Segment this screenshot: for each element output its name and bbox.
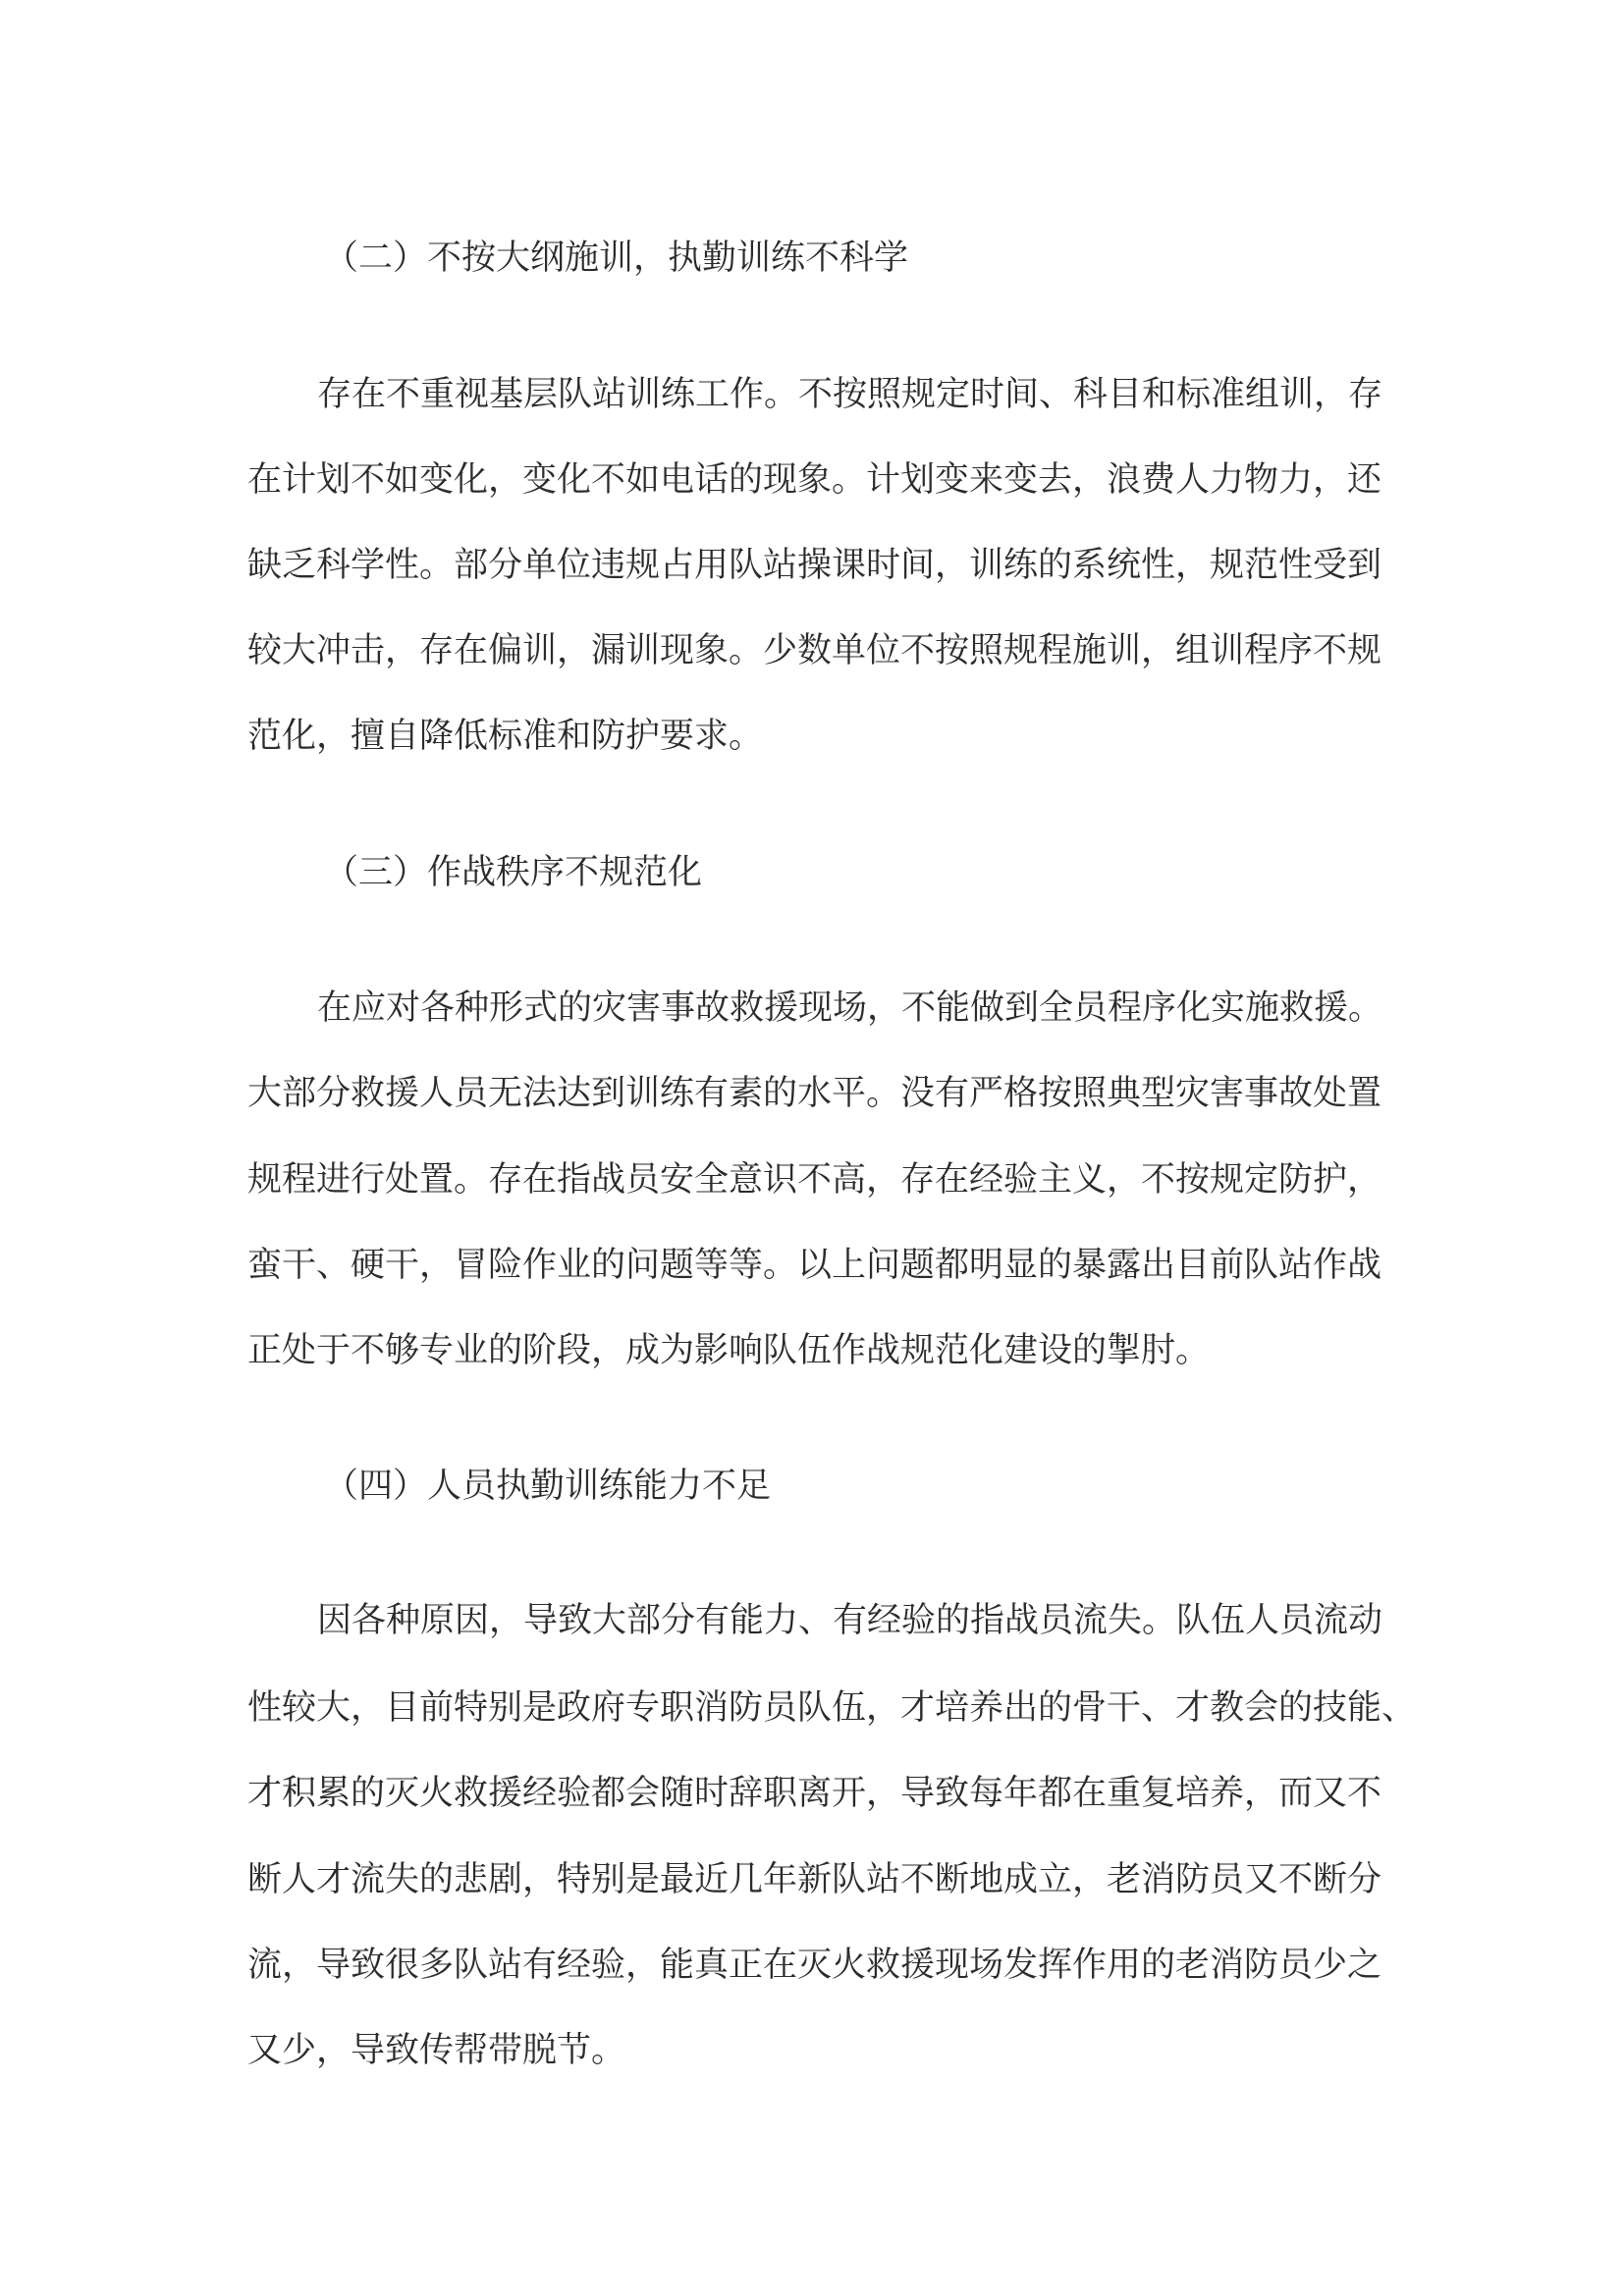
section-heading: （三）作战秩序不规范化 [324,853,703,892]
paragraph-line: 较大冲击，存在偏训，漏训现象。少数单位不按照规程施训，组训程序不规 [247,631,1382,670]
paragraph-line: 在计划不如变化，变化不如电话的现象。计划变来变去，浪费人力物力，还 [247,460,1382,500]
paragraph-line: 规程进行处置。存在指战员安全意识不高，存在经验主义，不按规定防护， [247,1160,1382,1200]
paragraph-line: 大部分救援人员无法达到训练有素的水平。没有严格按照典型灾害事故处置 [247,1074,1382,1113]
paragraph-line: 存在不重视基层队站训练工作。不按照规定时间、科目和标准组训，存 [317,375,1383,414]
section-heading: （二）不按大纲施训，执勤训练不科学 [324,239,909,278]
paragraph-line: 断人才流失的悲剧，特别是最近几年新队站不断地成立，老消防员又不断分 [247,1860,1382,1899]
paragraph-line: 正处于不够专业的阶段，成为影响队伍作战规范化建设的掣肘。 [247,1331,1211,1370]
paragraph-line: 因各种原因，导致大部分有能力、有经验的指战员流失。队伍人员流动 [317,1601,1383,1640]
paragraph-line: 才积累的灭火救援经验都会随时辞职离开，导致每年都在重复培养，而又不 [247,1774,1382,1813]
paragraph-line: 又少，导致传帮带脱节。 [247,2031,626,2070]
paragraph-line: 缺乏科学性。部分单位违规占用队站操课时间，训练的系统性，规范性受到 [247,546,1382,585]
paragraph-line: 在应对各种形式的灾害事故救援现场，不能做到全员程序化实施救援。 [317,988,1383,1028]
paragraph-line: 范化，擅自降低标准和防护要求。 [247,717,764,756]
section-heading: （四）人员执勤训练能力不足 [324,1467,772,1506]
paragraph-line: 蛮干、硬干，冒险作业的问题等等。以上问题都明显的暴露出目前队站作战 [247,1246,1382,1285]
paragraph-line: 性较大，目前特别是政府专职消防员队伍，才培养出的骨干、才教会的技能、 [247,1688,1417,1728]
paragraph-line: 流，导致很多队站有经验，能真正在灭火救援现场发挥作用的老消防员少之 [247,1946,1382,1985]
